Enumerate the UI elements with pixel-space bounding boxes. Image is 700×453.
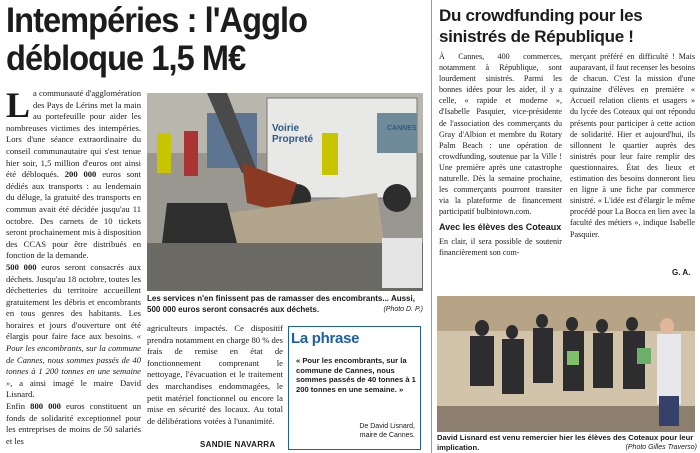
drop-cap: L: [6, 88, 31, 125]
right-photo-caption: [437, 433, 697, 452]
right-para-clear: En clair, il sera possible de soutenir financièrement son com-: [439, 236, 562, 257]
right-subhead: Avec les élèves des Coteaux: [439, 222, 562, 233]
right-photo-credit: (Photo Gilles Traverso): [625, 443, 697, 451]
right-headline: [439, 5, 697, 47]
left-byline: SANDIE NAVARRA: [200, 440, 276, 449]
truck-brand: CANNES: [387, 125, 417, 132]
left-quote-inline: « Pour les encombrants, sur la commune de Cannes, nous sommes passés de 40 tonnes à 1 200 tonnes en une semaine »: [6, 331, 141, 388]
quote-box-title: La phrase: [291, 330, 360, 347]
quote-attribution-name: De David Lisnard,: [359, 423, 415, 430]
right-photo-caption-text: David Lisnard est venu remercier hier les élèves des Coteaux pour leur implication.: [437, 433, 694, 452]
right-column-1: [439, 51, 562, 281]
figure-fund: 800 000: [30, 401, 61, 412]
left-para-fund: euros constituent un fonds de solidarité exceptionnel pour les entreprises de moins de 50 salariés et les: [6, 401, 141, 446]
quote-box-text: « Pour les encombrants, sur la commune de Cannes, nous sommes passés de 40 tonnes à 1 200 tonnes en une semaine. »: [296, 356, 416, 394]
left-para-intro: a communauté d'agglomération des Pays de Lérins met la main au portefeuille pour aider les nombreuses victimes des intempéries. Lors d'une séance extraordinaire du conseil communautaire qui s'est tenue hier soir, 1,5 million d'euros ont ainsi été débloqués.: [6, 88, 141, 180]
quote-box: [288, 326, 421, 450]
right-headline-line1: Du crowdfunding pour les: [439, 6, 643, 25]
left-para-waste: euros seront consacrés aux déchets. Jusqu'au 18 octobre, toutes les déchetteries du territoire accueillent gratuitement les débris et encombrants en tous genres des habitants. Les horaires et jours d'ouverture ont été élargis pour faire face aux besoins.: [6, 261, 141, 342]
quote-attribution-role: maire de Cannes.: [359, 432, 415, 439]
article-divider: [431, 0, 432, 453]
left-para-fund-start: Enfin: [6, 401, 31, 412]
right-signature: G. A.: [672, 268, 691, 277]
right-para-students: merçant préféré en difficulté ! Mais auparavant, il faut recenser les besoins de chacun. C'est la mission d'une quinzaine d'élèves en première « Accueil relation clients et usagers » du lycée des Coteaux qui ont répondu présents pour participer à cette action de solidarité. Hier et aujourd'hui, ils sillonnent le quartier auprès des sinistrés pour leur faire remplir des questionnaires. État des lieux et estimation des besoins donneront lieu en ligne à une fiche par commerce sinistré. « L'idée est d'élargir le même procédé pour La Bocca en lien avec la faculté des métiers », indique Isabelle Pasquier.: [570, 52, 695, 239]
left-para-farmers: agriculteurs impactés. Ce dispositif prendra notamment en charge 80 % des frais de remise en état de fonctionnement comprenant le nettoyage, l'évacuation et le traitement des marchandises endommagées, le petit matériel fonctionnel ou encore la mise en sécurité des locaux. Au total de délibérations votées à l'unanimité.: [147, 323, 283, 426]
quote-box-attribution: [359, 422, 415, 440]
students-photo: [437, 296, 695, 432]
left-headline: [6, 2, 397, 78]
left-column-1: [6, 88, 141, 448]
left-para-transport: euros sont dédiés aux transports : au lendemain du déluge, la gratuité des transports en commun avait été décidée jusqu'au 11 octobre. Des carnets de 10 tickets seront prochainement mis à disposition des CCAS pour être distribués en fonction de la demande.: [6, 169, 141, 261]
figure-transport: 200 000: [64, 169, 97, 180]
truck-label: Voirie Propreté: [272, 123, 314, 145]
left-photo-caption-text: Les services n'en finissent pas de ramasser des encombrants... Aussi, 500 000 euros seront consacrés aux déchets.: [147, 294, 415, 314]
right-para-intro: À Cannes, 400 commerces, notamment à République, sont lourdement sinistrés. Parmi les bonnes idées pour les aider, il y a celle, « rapide et moderne », d'Isabelle Pasquier, vice-présidente de l'association des commerçants du Gray d'Albion et membre du Rotary Palm Beach : une opération de crowdfunding, soutenue par la Ville ! Une première après une catastrophe naturelle. Dès la semaine prochaine, les commerçants pourront transiter via la plateforme de financement participatif bulbintown.com.: [439, 52, 562, 217]
right-headline-line2: sinistrés de République !: [439, 27, 634, 46]
figure-waste: 500 000: [6, 261, 37, 272]
left-headline-line2: débloque 1,5 M€: [6, 39, 246, 78]
left-column-2: [147, 323, 283, 439]
left-headline-line1: Intempéries : l'Agglo: [6, 1, 308, 40]
debris-photo: [147, 93, 423, 291]
students-photo-image: [437, 296, 695, 432]
left-photo-credit: (Photo D. P.): [383, 305, 423, 313]
left-photo-caption: [147, 294, 423, 315]
left-para-quote-end: , a ainsi imagé le maire David Lisnard.: [6, 377, 141, 400]
right-column-2: [570, 51, 695, 273]
